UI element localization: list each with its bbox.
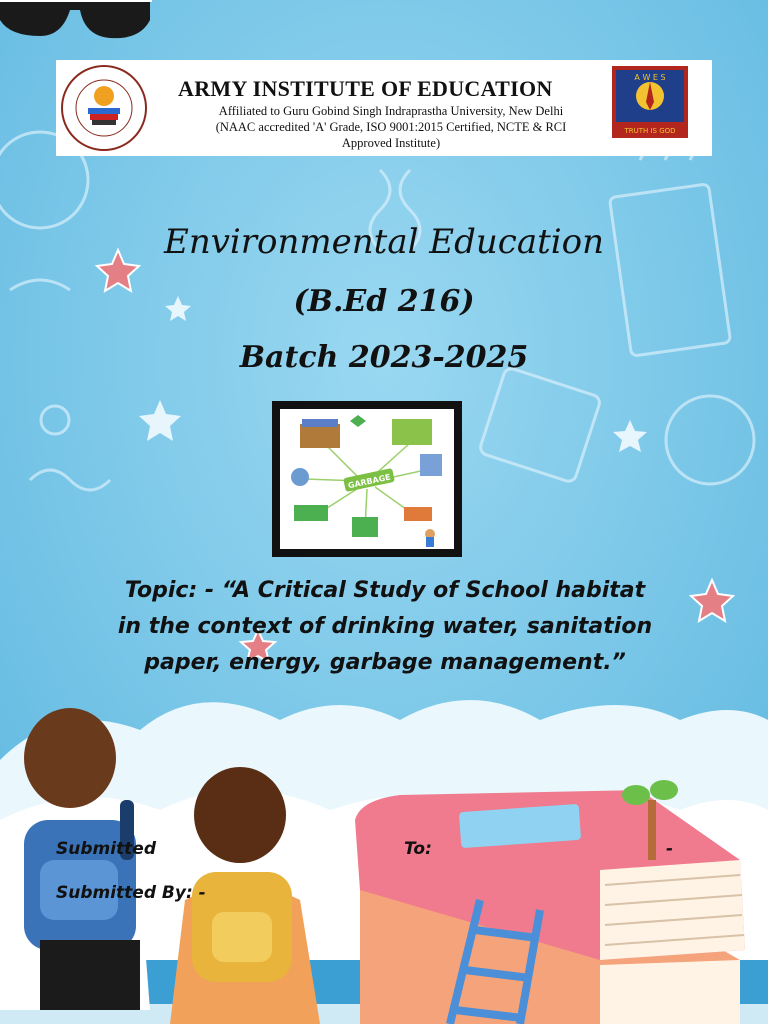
submitted-to-label: To: (404, 839, 432, 859)
diagram-illustration (280, 409, 454, 549)
topic-line-2: in the context of drinking water, sanitation (117, 614, 653, 639)
garbage-management-diagram (272, 401, 462, 557)
affiliation-line: Affiliated to Guru Gobind Singh Indraprastha University, New Delhi (218, 104, 564, 118)
institute-name: ARMY INSTITUTE OF EDUCATION (178, 76, 553, 101)
institute-logo-icon (60, 64, 148, 152)
topic-line-1: Topic: - “A Critical Study of School habitat (124, 578, 646, 603)
course-code: (B.Ed 216) (293, 284, 475, 319)
submitted-to-dash: - (666, 839, 674, 859)
course-title: Environmental Education (164, 222, 604, 262)
submitted-label: Submitted (56, 839, 157, 859)
recycle-icon (350, 415, 366, 427)
awes-emblem-top-text: A W E S (634, 73, 666, 82)
awes-emblem-icon (612, 66, 688, 138)
topic-line-3: paper, energy, garbage management.” (144, 650, 626, 675)
institute-header (56, 60, 712, 156)
awes-emblem-motto: TRUTH IS GOD (624, 127, 676, 135)
batch-label: Batch 2023-2025 (239, 340, 529, 375)
approval-line: Approved Institute) (341, 136, 441, 150)
accreditation-line: (NAAC accredited 'A' Grade, ISO 9001:2015 Certified, NCTE & RCI (215, 120, 567, 134)
diagram-center-label: GARBAGE (347, 472, 392, 491)
submitted-by-label: Submitted By: - (56, 883, 206, 903)
